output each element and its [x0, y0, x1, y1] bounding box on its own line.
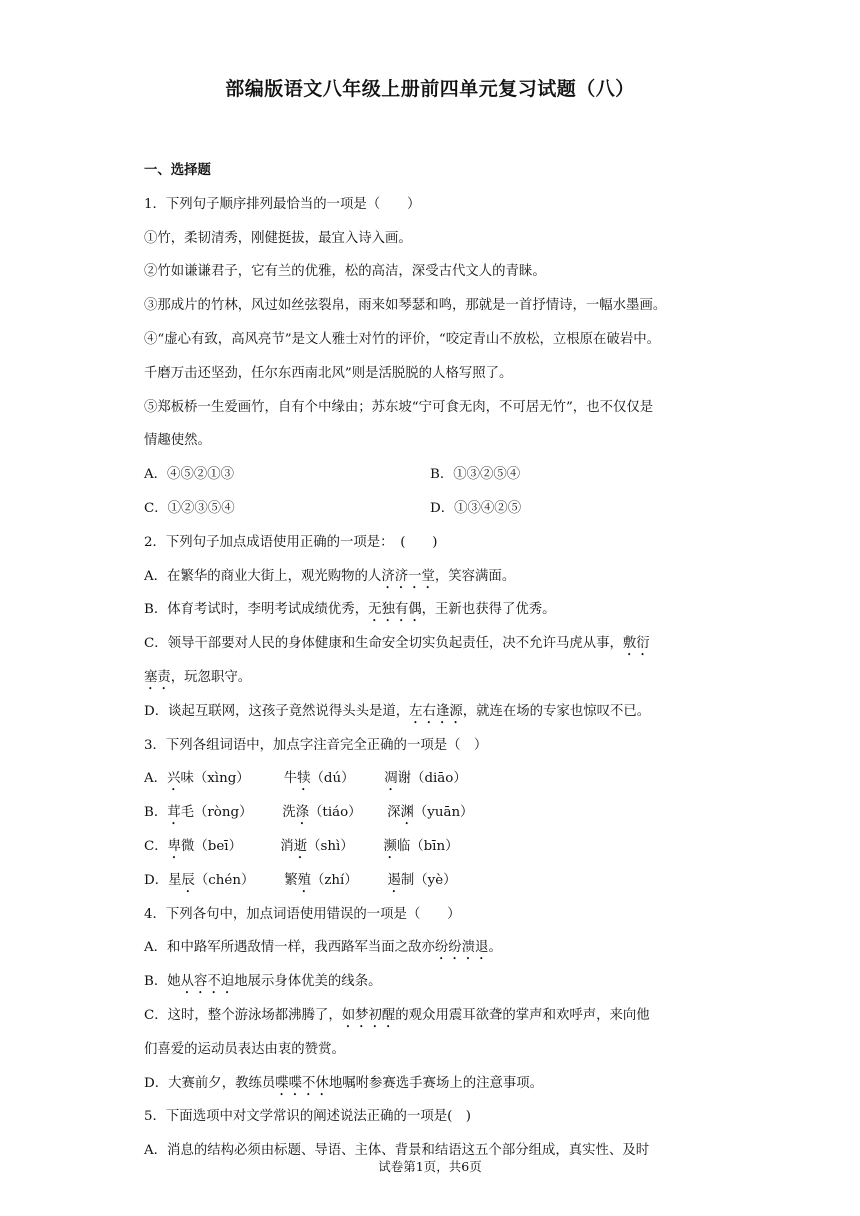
page-footer: 试卷第1页，共6页 — [378, 1159, 482, 1174]
dotted-idiom: 左右逢源 — [409, 703, 463, 719]
dotted-phrase: 喋喋不休 — [275, 1075, 329, 1091]
question-2-stem: 2．下列句子加点成语使用正确的一项是： ( ) — [144, 534, 438, 550]
question-5-stem: 5．下面选项中对文学常识的阐述说法正确的一项是( ) — [144, 1109, 471, 1125]
question-5-option-a: A．消息的结构必须由标题、导语、主体、背景和结语这五个部分组成，真实性、及时 — [144, 1143, 650, 1159]
dotted-phrase: 从容不迫 — [180, 974, 235, 990]
question-1-option-c: C．①②③⑤④ — [144, 500, 235, 516]
question-2-option-c-cont: 塞责，玩忽职守。 — [144, 669, 252, 685]
question-1-options-row-2 — [144, 492, 716, 526]
question-4-stem: 4．下列各句中，加点词语使用错误的一项是（ ） — [144, 906, 461, 922]
question-2-option-c: C．领导干部要对人民的身体健康和生命安全切实负起责任，决不允许马虎从事，敷衍 — [144, 636, 650, 652]
question-2-option-d: D．谈起互联网，这孩子竟然说得头头是道，左右逢源，就连在场的专家也惊叹不已。 — [144, 703, 651, 719]
question-2-option-a: A．在繁华的商业大街上，观光购物的人济济一堂，笑容满面。 — [144, 568, 516, 584]
question-1-options-row-1 — [144, 458, 716, 492]
dotted-phrase: 纷纷溃退 — [434, 940, 489, 956]
question-3-option-b: B．茸毛（ròng） 洗涤（tiáo） 深渊（yuān） — [144, 805, 474, 821]
question-3-stem: 3．下列各组词语中，加点字注音完全正确的一项是（ ） — [144, 737, 488, 753]
page-title: 部编版语文八年级上册前四单元复习试题（八） — [225, 78, 635, 100]
question-1-option-d: D．①③④②⑤ — [430, 500, 522, 516]
question-1-sentence-5: ⑤郑板桥一生爱画竹，自有个中缘由；苏东坡“宁可食无肉，不可居无竹”，也不仅仅是 — [144, 399, 654, 415]
question-1-sentence-1: ①竹，柔韧清秀，刚健挺拔，最宜入诗入画。 — [144, 230, 412, 246]
question-1-stem: 1．下列句子顺序排列最恰当的一项是（ ） — [144, 196, 421, 212]
question-3-option-c: C．卑微（beī） 消逝（shì） 濒临（bīn） — [144, 838, 459, 854]
dotted-phrase: 如梦初醒 — [341, 1007, 396, 1023]
question-4-option-a: A．和中路军所遇敌情一样，我西路军当面之敌亦纷纷溃退。 — [144, 940, 502, 956]
question-1-sentence-3: ③那成片的竹林，风过如丝弦裂帛，雨来如琴瑟和鸣，那就是一首抒情诗，一幅水墨画。 — [144, 298, 667, 314]
question-1-option-b: B．①③②⑤④ — [430, 467, 521, 483]
dotted-idiom: 无独有偶 — [368, 602, 422, 618]
dotted-idiom: 塞责 — [144, 669, 171, 685]
question-1-sentence-4: ④“虚心有致，高风亮节”是文人雅士对竹的评价，“咬定青山不放松，立根原在破岩中。 — [144, 331, 660, 347]
dotted-idiom: 济济一堂 — [381, 568, 435, 584]
question-4-option-c: C．这时，整个游泳场都沸腾了，如梦初醒的观众用震耳欲聋的掌声和欢呼声，来向他 — [144, 1007, 650, 1023]
section-heading: 一、选择题 — [144, 163, 211, 178]
question-1-sentence-5-cont: 情趣使然。 — [144, 433, 211, 449]
dotted-idiom: 敷衍 — [622, 636, 650, 652]
exam-content — [144, 154, 716, 1168]
question-1-sentence-4-cont: 千磨万击还坚劲，任尔东西南北风”则是活脱脱的人格写照了。 — [144, 365, 513, 381]
question-4-option-c-cont: 们喜爱的运动员表达由衷的赞赏。 — [144, 1041, 345, 1057]
question-1-sentence-2: ②竹如谦谦君子，它有兰的优雅，松的高洁，深受古代文人的青睐。 — [144, 264, 546, 280]
question-4-option-b: B．她从容不迫地展示身体优美的线条。 — [144, 974, 382, 990]
question-3-option-a: A．兴味（xìng） 牛犊（dú） 凋谢（diāo） — [144, 771, 467, 787]
question-1-option-a: A．④⑤②①③ — [144, 467, 235, 483]
question-3-option-d: D．星辰（chén） 繁殖（zhí） 遏制（yè） — [144, 872, 457, 888]
question-4-option-d: D．大赛前夕，教练员喋喋不休地嘱咐参赛选手赛场上的注意事项。 — [144, 1075, 544, 1091]
question-2-option-b: B．体育考试时，李明考试成绩优秀，无独有偶，王新也获得了优秀。 — [144, 602, 556, 618]
